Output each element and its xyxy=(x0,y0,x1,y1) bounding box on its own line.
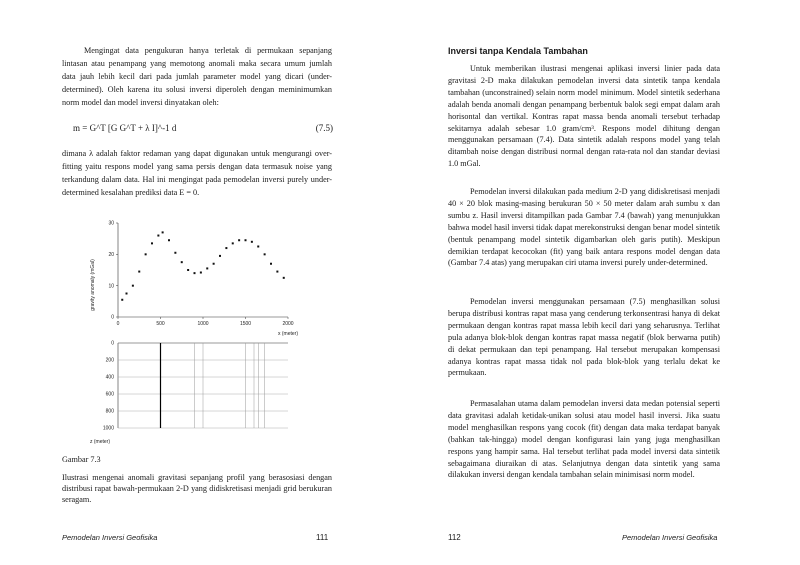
data-point xyxy=(151,242,153,244)
data-point xyxy=(264,253,266,255)
right-paragraph-4: Permasalahan utama dalam pemodelan inversi data medan potensial seperti data gravitasi adalah ketidak-unikan solusi atau model hasil inversi. Jika suatu model menghasilkan respons yang cocok (fit) dengan data maka terdapat banyak (bahkan tak-hingga) model dengan konfigurasi lain yang juga menghasilkan respons yang hampir sama. Hal tersebut terlihat pada model inversi data sintetik sebagaimana diuraikan di atas. Selanjutnya dengan data sintetik yang sama dilakukan inversi dengan kendala tambahan selain minimisasi norm model. xyxy=(448,399,720,480)
right-page xyxy=(400,0,800,565)
section-heading: Inversi tanpa Kendala Tambahan xyxy=(448,46,588,56)
z-tick-label-bottom: 200 xyxy=(105,357,114,364)
x-tick-label-top: 1500 xyxy=(239,321,252,327)
data-point xyxy=(206,267,208,269)
data-points xyxy=(121,231,285,300)
x-tick-label-top: 1000 xyxy=(197,321,209,327)
x-tick-label-top: 500 xyxy=(156,321,165,327)
z-tick-label-bottom: 800 xyxy=(105,408,114,415)
z-tick-label-bottom: 1000 xyxy=(102,425,114,432)
data-point xyxy=(200,272,202,274)
data-point xyxy=(238,239,240,241)
footer-left: Pemodelan Inversi Geofisika xyxy=(62,533,158,542)
data-point xyxy=(194,272,196,274)
caption-title: Gambar 7.3 xyxy=(62,455,101,464)
y-tick-label-top: 20 xyxy=(108,251,114,258)
x-axis-label-top: x (meter) xyxy=(278,331,298,337)
z-tick-label-bottom: 0 xyxy=(111,340,114,347)
x-tick-label-top: 0 xyxy=(116,321,120,327)
data-point xyxy=(138,271,140,273)
data-point xyxy=(276,271,278,273)
gravity-chart xyxy=(88,215,313,445)
figure-7-3 xyxy=(88,215,313,445)
page-number-right: 112 xyxy=(448,533,461,542)
left-paragraph-2: dimana λ adalah faktor redaman yang dapat digunakan untuk mengurangi over-fitting yaitu respons model yang sama persis dengan data termasuk noise yang terkandung dalam data. Hal ini mengingat pada pemodelan inversi purely under-determined kesalahan prediksi data E = 0. xyxy=(62,149,332,198)
data-point xyxy=(162,231,164,233)
x-tick-label-top: 2000 xyxy=(282,321,294,327)
page-number-left: 111 xyxy=(316,533,329,542)
data-point xyxy=(132,285,134,287)
data-point xyxy=(168,239,170,241)
equation-text: m = G^T [G G^T + λ I]^-1 d xyxy=(73,123,177,133)
y-tick-label-top: 30 xyxy=(108,220,114,227)
y-tick-label-top: 0 xyxy=(111,314,114,321)
top-plot-axes xyxy=(108,221,293,327)
footer-right: Pemodelan Inversi Geofisika xyxy=(622,533,718,542)
data-point xyxy=(187,269,189,271)
data-point xyxy=(213,263,215,265)
data-point xyxy=(245,239,247,241)
figure-caption: Ilustrasi mengenai anomali gravitasi sepanjang profil yang berasosiasi dengan distribusi rapat bawah-permukaan 2-D yang didiskretisasi menjadi grid berukuran seragam. xyxy=(62,473,332,504)
z-tick-label-bottom: 400 xyxy=(105,374,114,381)
y-axis-label-top: gravity anomaly (mGal) xyxy=(90,259,96,311)
z-axis-label-bottom: z (meter) xyxy=(90,439,110,445)
data-point xyxy=(257,246,259,248)
bottom-section-axes xyxy=(103,341,288,432)
equation-number: (7.5) xyxy=(315,123,333,133)
section-lines xyxy=(161,343,265,428)
data-point xyxy=(219,255,221,257)
data-point xyxy=(181,261,183,263)
right-paragraph-2: Pemodelan inversi dilakukan pada medium 2-D yang didiskretisasi menjadi 40 × 20 blok masing-masing berukuran 50 × 50 meter dalam arah sumbu x dan sumbu z. Hasil inversi ditampilkan pada Gambar 7.4 (bawah) yang menunjukkan bahwa model hasil inversi tidak dapat merekonstruksi dengan benar model sintetik (bentuk penampang model sintetik digambarkan oleh garis putih). Meskipun demikian terdapat kecocokan (fit) yang baik antara respons model dengan data (Gambar 7.4 atas) yang merupakan ciri utama inversi purely under-determined. xyxy=(448,187,720,268)
data-point xyxy=(251,241,253,243)
right-paragraph-3: Pemodelan inversi menggunakan persamaan (7.5) menghasilkan solusi berupa distribusi kontras rapat masa yang cenderung terkonsentrasi hanya di dekat permukaan dengan kontras rapat massa lebih kecil dari yang seharusnya. Terlihat pula adanya blok-blok dengan kontras rapat massa negatif (blok berwarna putih) di dekat permukaan dan tepi penampang. Hal tersebut merupakan kompensasi adanya kontras rapat massa tidak nol pada blok-blok yang terlalu dekat ke permukaan. xyxy=(448,297,720,378)
data-point xyxy=(232,242,234,244)
data-point xyxy=(157,235,159,237)
data-point xyxy=(174,252,176,254)
data-point xyxy=(283,277,285,279)
data-point xyxy=(225,247,227,249)
data-point xyxy=(145,253,147,255)
y-tick-label-top: 10 xyxy=(108,283,114,290)
equation xyxy=(73,123,333,133)
z-tick-label-bottom: 600 xyxy=(105,391,114,398)
left-paragraph-1: Mengingat data pengukuran hanya terletak di permukaan sepanjang lintasan atau penampang yang memotong anomali maka secara umum jumlah data jauh lebih kecil dari pada jumlah parameter model yang dicari (under-determined). Oleh karena itu solusi inversi diperoleh dengan meminimumkan norm model dan model inversi dinyatakan oleh: xyxy=(62,46,332,108)
data-point xyxy=(121,299,123,301)
data-point xyxy=(270,263,272,265)
data-point xyxy=(126,293,128,295)
right-paragraph-1: Untuk memberikan ilustrasi mengenai aplikasi inversi linier pada data gravitasi 2-D maka dilakukan pemodelan inversi data sintetik tanpa kendala tambahan (unconstrained) selain norm model minimum. Model sintetik sederhana adalah benda anomali dengan penampang berbentuk balok segi empat dalam arah horisontal dan vertikal. Kontras rapat massa benda anomali tersebut terhadap sekitarnya adalah sebesar 1.0 gram/cm³. Respons model dihitung dengan menggunakan persamaan (7.4). Data sintetik adalah respons model yang telah ditambah noise dengan distribusi normal dengan rata-rata nol dan standar deviasi 1.0 mGal. xyxy=(448,64,720,169)
